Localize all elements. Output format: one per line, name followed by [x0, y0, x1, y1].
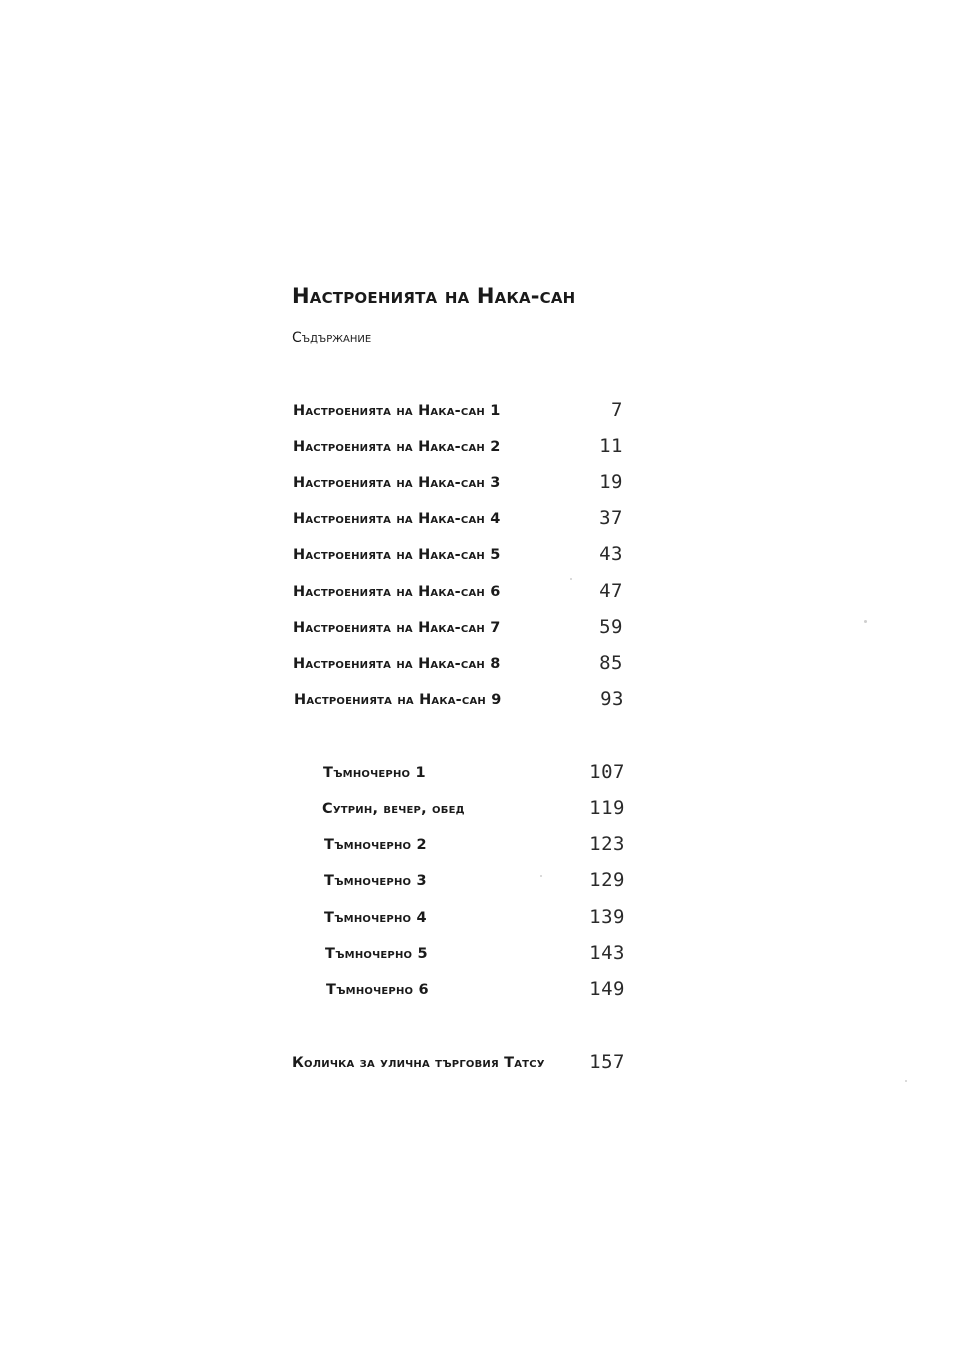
toc-entry[interactable] [324, 869, 625, 893]
toc-entry-label: Сутрин, вечер, обед [322, 801, 465, 817]
toc-entry-page: 107 [589, 761, 625, 783]
page-subtitle: Съдържание [292, 330, 372, 346]
toc-entry[interactable] [293, 616, 623, 640]
toc-entry-page: 7 [611, 399, 623, 421]
toc-entry-label: Настроенията на Нака-сан 7 [293, 620, 501, 636]
toc-entry[interactable] [324, 833, 625, 857]
toc-entry-label: Тъмночерно 4 [324, 910, 427, 926]
toc-entry[interactable] [293, 652, 623, 676]
toc-entry-page: 43 [599, 543, 623, 565]
toc-entry-label: Настроенията на Нака-сан 3 [293, 475, 501, 491]
toc-entry-page: 123 [589, 833, 625, 855]
toc-entry-label: Настроенията на Нака-сан 9 [294, 692, 502, 708]
toc-entry-label: Настроенията на Нака-сан 4 [293, 511, 501, 527]
scan-speck [864, 620, 867, 623]
toc-entry-page: 129 [589, 869, 625, 891]
toc-entry[interactable] [293, 580, 623, 604]
toc-entry-page: 47 [599, 580, 623, 602]
toc-entry-label: Настроенията на Нака-сан 1 [293, 403, 501, 419]
toc-entry-page: 119 [589, 797, 625, 819]
toc-entry[interactable] [293, 471, 623, 495]
toc-entry[interactable] [323, 761, 625, 785]
toc-entry-page: 93 [600, 688, 624, 710]
toc-entry-page: 85 [599, 652, 623, 674]
toc-entry-label: Настроенията на Нака-сан 2 [293, 439, 501, 455]
toc-entry-page: 37 [599, 507, 623, 529]
toc-entry-label: Количка за улична търговия Татсу [292, 1055, 545, 1071]
toc-entry-page: 11 [599, 435, 623, 457]
toc-entry[interactable] [294, 688, 624, 712]
scan-speck [905, 1080, 907, 1082]
toc-entry-final[interactable] [292, 1051, 625, 1075]
scan-speck [540, 875, 542, 877]
toc-entry[interactable] [293, 507, 623, 531]
toc-entry-label: Тъмночерно 1 [323, 765, 426, 781]
toc-entry[interactable] [324, 906, 625, 930]
toc-entry-page: 143 [589, 942, 625, 964]
toc-entry[interactable] [322, 797, 625, 821]
scan-speck [570, 578, 572, 580]
toc-entry-label: Тъмночерно 5 [325, 946, 428, 962]
toc-entry-label: Тъмночерно 3 [324, 873, 427, 889]
toc-entry-label: Тъмночерно 6 [326, 982, 429, 998]
toc-entry-page: 157 [589, 1051, 625, 1073]
toc-entry-page: 19 [599, 471, 623, 493]
toc-entry-page: 149 [589, 978, 625, 1000]
page-title: Настроенията на Нака-сан [292, 284, 576, 308]
toc-entry-label: Настроенията на Нака-сан 8 [293, 656, 501, 672]
toc-entry[interactable] [325, 942, 625, 966]
toc-entry-label: Настроенията на Нака-сан 5 [293, 547, 501, 563]
toc-entry[interactable] [293, 435, 623, 459]
toc-entry[interactable] [293, 543, 623, 567]
toc-entry-label: Настроенията на Нака-сан 6 [293, 584, 501, 600]
toc-entry-label: Тъмночерно 2 [324, 837, 427, 853]
toc-entry-page: 59 [599, 616, 623, 638]
toc-entry-page: 139 [589, 906, 625, 928]
toc-entry[interactable] [293, 399, 623, 423]
toc-entry[interactable] [326, 978, 625, 1002]
